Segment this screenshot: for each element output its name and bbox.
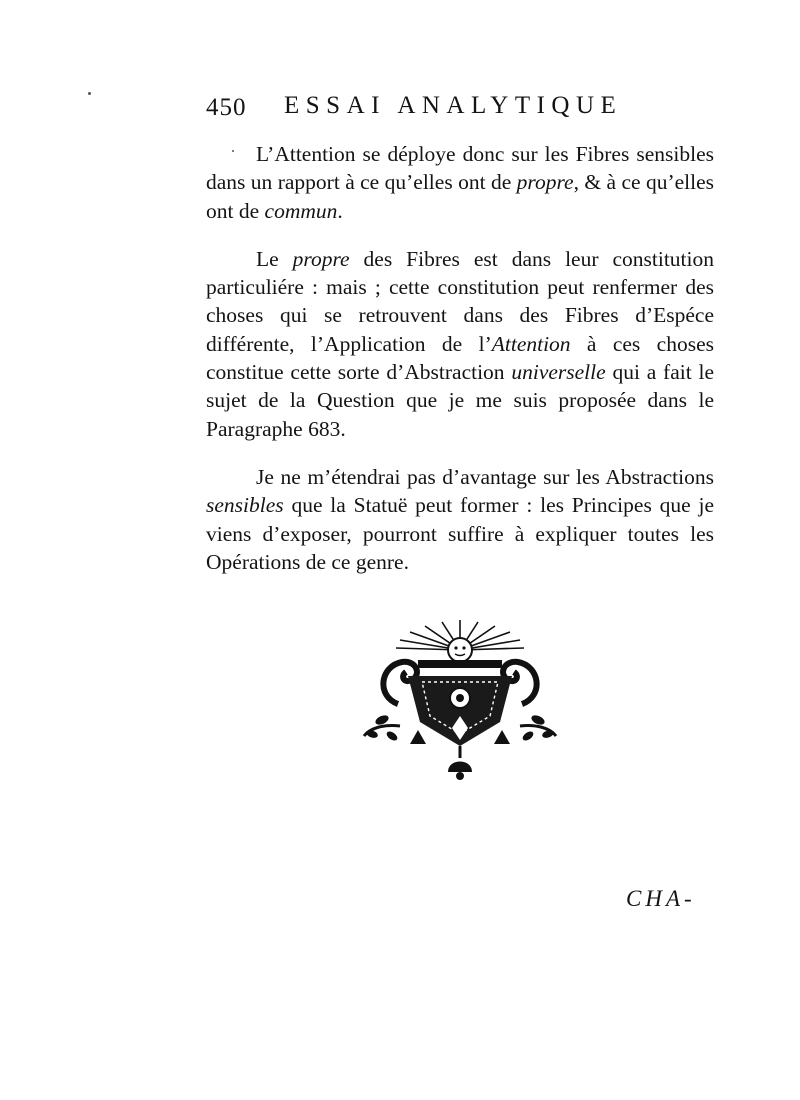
paragraph: [206, 140, 714, 225]
italic-run: sensibles: [206, 493, 284, 518]
text-run: à ces choses constitue cette sorte d’Abstraction: [206, 331, 714, 385]
page-number: 450: [206, 94, 247, 121]
text-run: Je ne m’étendrai pas d’avantage sur les Abstractions: [256, 464, 714, 489]
paragraph: [206, 245, 714, 443]
body-text: [206, 140, 714, 596]
italic-run: propre: [292, 246, 350, 271]
catchword: CHA-: [626, 886, 696, 911]
text-run: Le: [256, 246, 293, 271]
printer-fleuron-icon: [360, 618, 560, 788]
italic-run: universelle: [511, 360, 606, 385]
italic-run: Attention: [491, 331, 571, 356]
text-run: L’Attention se déploye donc sur les Fibres sensibles dans un rapport à ce qu’elles ont de: [206, 142, 714, 195]
running-title: ESSAI ANALYTIQUE: [284, 92, 623, 119]
text-run: des Fibres est dans leur constitution particuliére : mais ; cette constitution peut renfermer des choses qui se retrouvent dans des Fibres d’Espéce différente, l’Application de l’: [206, 246, 714, 356]
italic-run: commun: [264, 198, 338, 223]
ink-speck: [88, 92, 91, 95]
paragraph: [206, 463, 714, 576]
text-run: qui a fait le sujet de la Question que je me suis proposée dans le Paragraphe 683.: [206, 360, 714, 441]
running-head: [206, 92, 646, 128]
italic-run: propre: [516, 170, 574, 195]
text-run: .: [337, 198, 343, 223]
text-run: , & à ce qu’elles ont de: [206, 170, 714, 223]
text-run: que la Statuë peut former : les Principes que je viens d’exposer, pourront suffire à expliquer toutes les Opérations de ce genre.: [206, 493, 714, 574]
